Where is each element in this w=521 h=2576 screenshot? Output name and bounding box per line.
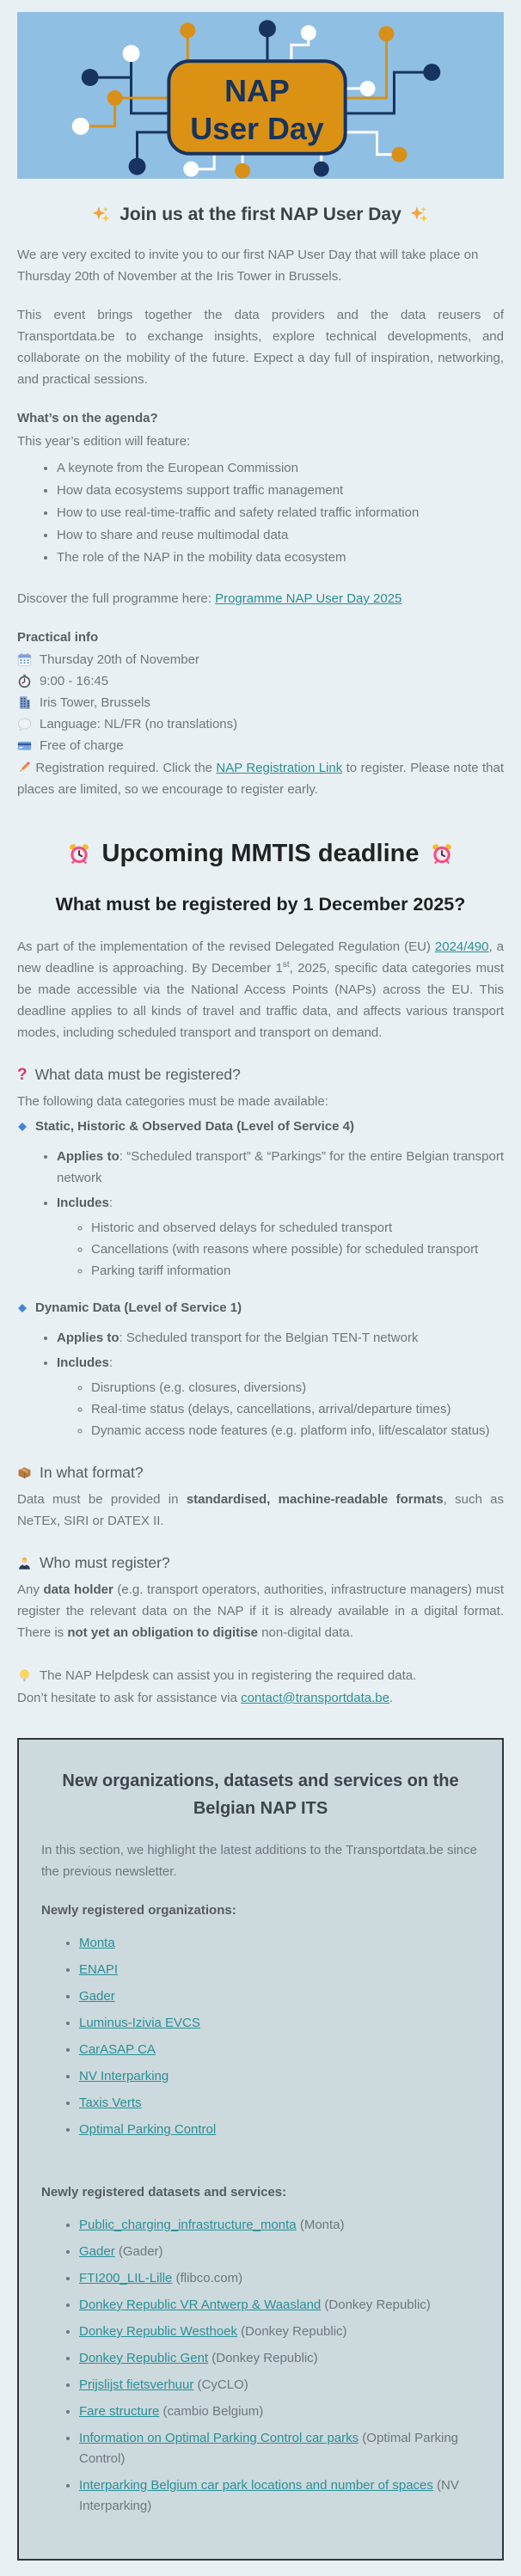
- org-item: [79, 2093, 480, 2114]
- who-post: non-digital data.: [258, 1625, 353, 1640]
- who-paragraph: [17, 1579, 504, 1643]
- who-heading: [17, 1554, 504, 1572]
- agenda-item: • The role of the NAP in the mobility data ecosystem: [57, 547, 504, 569]
- who-bold-2: not yet an obligation to digitise: [67, 1625, 259, 1640]
- regulation-link[interactable]: 2024/490: [434, 939, 489, 954]
- org-link[interactable]: Monta: [79, 1936, 115, 1950]
- registration-post: to register. Please note that places are limited, so we encourage to register early.: [17, 761, 504, 797]
- dataset-org: (Donkey Republic): [236, 2324, 347, 2339]
- orgs-list-title: Newly registered organizations:: [41, 1903, 236, 1918]
- includes-subitem: ◦ Historic and observed delays for scheduled transport: [91, 1217, 504, 1239]
- includes-label: Includes: [57, 1196, 109, 1210]
- office-building-icon: [17, 695, 32, 710]
- format-pre: Data must be provided in: [17, 1492, 187, 1507]
- dataset-item: [79, 2268, 480, 2289]
- calendar-icon: [17, 652, 32, 667]
- helpdesk-line-1: [17, 1666, 504, 1686]
- includes-label: Includes: [57, 1355, 109, 1370]
- helpdesk-note: [17, 1666, 504, 1709]
- agenda-question: What’s on the agenda?: [17, 411, 158, 425]
- org-link[interactable]: Taxis Verts: [79, 2096, 142, 2110]
- includes-subitem: ◦ Real-time status (delays, cancellations, arrival/departure times): [91, 1398, 504, 1420]
- dataset-link[interactable]: Gader: [79, 2244, 115, 2259]
- orgs-list: [41, 1933, 480, 2140]
- static-data-heading: [17, 1119, 504, 1134]
- agenda-item: • How data ecosystems support traffic management: [57, 480, 504, 502]
- practical-location: Iris Tower, Brussels: [40, 695, 150, 710]
- org-link[interactable]: CarASAP CA: [79, 2042, 156, 2057]
- dynamic-data-heading: [17, 1300, 504, 1315]
- org-item: [79, 1933, 480, 1954]
- speech-balloon-icon: [17, 717, 32, 731]
- nap-user-day-banner: [17, 12, 504, 179]
- dataset-link[interactable]: Fare structure: [79, 2404, 160, 2419]
- new-items-box: [17, 1738, 504, 2561]
- dataset-org: (CyCLO): [193, 2377, 248, 2392]
- mmtis-intro-mid: , a new deadline is approaching. By December 1: [17, 939, 504, 976]
- agenda-intro: This year’s edition will feature:: [17, 434, 191, 449]
- practical-language-line: [17, 714, 504, 735]
- practical-date: Thursday 20th of November: [40, 652, 199, 667]
- sparkles-icon: [410, 205, 429, 224]
- dataset-item: [79, 2428, 480, 2469]
- agenda-item: • How to share and reuse multimodal data: [57, 524, 504, 547]
- light-bulb-icon: [17, 1668, 32, 1683]
- includes-subitem: ◦ Disruptions (e.g. closures, diversions): [91, 1377, 504, 1398]
- includes-subitem: ◦ Parking tariff information: [91, 1260, 504, 1282]
- dataset-item: [79, 2242, 480, 2262]
- practical-time-line: [17, 671, 504, 692]
- helpdesk-line-2: [17, 1687, 504, 1709]
- what-data-heading: [17, 1066, 504, 1084]
- format-post: , such as NeTEx, SIRI or DATEX II.: [17, 1492, 504, 1528]
- what-data-heading-text: What data must be registered?: [34, 1066, 241, 1083]
- badge-title-line2: User Day: [190, 111, 324, 146]
- who-mid: (e.g. transport operators, authorities, infrastructure managers) must register the relevant data on the NAP if it is already available in a digital format. There is: [17, 1582, 505, 1640]
- practical-time: 9:00 - 16:45: [40, 674, 109, 688]
- includes-colon: :: [108, 1355, 113, 1370]
- contact-email-link[interactable]: contact@transportdata.be: [241, 1691, 389, 1705]
- package-icon: [17, 1465, 32, 1480]
- dataset-item: [79, 2348, 480, 2369]
- dataset-org: (cambio Belgium): [159, 2404, 264, 2419]
- static-data-list: [17, 1146, 504, 1282]
- org-link[interactable]: Optimal Parking Control: [79, 2122, 217, 2137]
- agenda-item: • How to use real-time-traffic and safety related traffic information: [57, 502, 504, 524]
- dataset-org: (Donkey Republic): [208, 2351, 318, 2365]
- dataset-link[interactable]: Prijslijst fietsverhuur: [79, 2377, 194, 2392]
- agenda-item: • A keynote from the European Commission: [57, 457, 504, 480]
- dataset-link[interactable]: Donkey Republic Gent: [79, 2351, 209, 2365]
- practical-price-line: [17, 736, 504, 756]
- programme-prefix: Discover the full programme here:: [17, 591, 216, 606]
- format-paragraph: [17, 1489, 504, 1532]
- org-item: [79, 2066, 480, 2087]
- includes-subitem: ◦ Dynamic access node features (e.g. platform info, lift/escalator status): [91, 1420, 504, 1441]
- dataset-link[interactable]: Public_charging_infrastructure_monta: [79, 2218, 297, 2232]
- sparkles-icon: [92, 205, 111, 224]
- dataset-org: (Monta): [296, 2218, 345, 2232]
- includes-item: [57, 1352, 504, 1441]
- helpdesk-text-2: Don’t hesitate to ask for assistance via: [17, 1691, 242, 1705]
- org-item: [79, 2120, 480, 2140]
- pencil-icon: [17, 760, 32, 774]
- dataset-org: (NV Interparking): [79, 2478, 459, 2513]
- who-bold-1: data holder: [43, 1582, 113, 1597]
- mmtis-title-text: Upcoming MMTIS deadline: [101, 840, 420, 867]
- agenda-list: [17, 457, 504, 569]
- org-link[interactable]: NV Interparking: [79, 2069, 169, 2083]
- programme-link[interactable]: Programme NAP User Day 2025: [215, 591, 402, 606]
- datasets-list-title: Newly registered datasets and services:: [41, 2185, 287, 2200]
- alarm-clock-icon: [68, 843, 90, 866]
- dataset-org: (Gader): [114, 2244, 163, 2259]
- dataset-item: [79, 2375, 480, 2395]
- alarm-clock-icon: [431, 843, 453, 866]
- mmtis-deadline-title: [17, 840, 504, 868]
- includes-sublist: [57, 1377, 504, 1441]
- small-blue-diamond-icon: [17, 1122, 28, 1132]
- includes-subitem: ◦ Cancellations (with reasons where possible) for scheduled transport: [91, 1239, 504, 1260]
- intro-paragraph-1: We are very excited to invite you to our first NAP User Day that will take place on Thursday 20th of November at the Iris Tower in Brussels.: [17, 248, 479, 284]
- new-items-title: New organizations, datasets and services on the Belgian NAP ITS: [62, 1771, 459, 1818]
- practical-info-title: Practical info: [17, 630, 99, 645]
- registration-pre: Registration required. Click the: [35, 761, 217, 775]
- practical-date-line: [17, 650, 504, 670]
- section-title-join-us: [17, 205, 504, 225]
- dynamic-data-title: Dynamic Data (Level of Service 1): [35, 1300, 242, 1315]
- dataset-org: (flibco.com): [172, 2271, 243, 2285]
- org-item: [79, 2040, 480, 2060]
- applies-to-text: : Scheduled transport for the Belgian TEN-T network: [119, 1331, 419, 1345]
- mmtis-intro-pre: As part of the implementation of the revised Delegated Regulation (EU): [17, 939, 435, 954]
- applies-to-text: : “Scheduled transport” & “Parkings” for the entire Belgian transport network: [57, 1149, 504, 1185]
- format-bold: standardised, machine-readable formats: [186, 1492, 444, 1507]
- applies-to-item: [57, 1327, 504, 1349]
- dataset-org: (Optimal Parking Control): [79, 2431, 459, 2466]
- dataset-item: [79, 2475, 480, 2517]
- credit-card-icon: [17, 738, 32, 753]
- join-title-text: Join us at the first NAP User Day: [120, 205, 401, 224]
- who-heading-text: Who must register?: [40, 1554, 170, 1571]
- dataset-link[interactable]: Donkey Republic Westhoek: [79, 2324, 237, 2339]
- includes-sublist: [57, 1217, 504, 1282]
- applies-to-label: Applies to: [57, 1331, 120, 1345]
- intro-paragraph-2: This event brings together the data providers and the data reusers of Transportdata.be to exchange insights, explore technical developments, and collaborate on the mobility of the future. Expect a day full of inspiration, networking, and practical sessions.: [17, 308, 504, 387]
- format-heading-text: In what format?: [40, 1464, 144, 1481]
- org-link[interactable]: ENAPI: [79, 1962, 119, 1977]
- small-blue-diamond-icon: [17, 1303, 28, 1313]
- org-item: [79, 1960, 480, 1980]
- mmtis-intro-paragraph: [17, 936, 504, 1043]
- org-link[interactable]: Gader: [79, 1989, 115, 2004]
- programme-line: [17, 588, 504, 609]
- categories-intro: The following data categories must be made available:: [17, 1094, 328, 1109]
- who-pre: Any: [17, 1582, 44, 1597]
- datasets-list: [41, 2215, 480, 2517]
- clock-icon: [17, 674, 32, 688]
- practical-location-line: [17, 693, 504, 713]
- question-mark-icon: ?: [17, 1066, 28, 1084]
- org-item: [79, 2013, 480, 2034]
- dataset-item: [79, 2215, 480, 2236]
- static-data-title: Static, Historic & Observed Data (Level of Service 4): [35, 1119, 354, 1134]
- new-items-intro: In this section, we highlight the latest additions to the Transportdata.be since the previous newsletter.: [41, 1843, 477, 1879]
- office-worker-icon: [17, 1556, 32, 1570]
- dataset-link[interactable]: FTI200_LIL-Lille: [79, 2271, 173, 2285]
- practical-language: Language: NL/FR (no translations): [40, 717, 238, 731]
- includes-item: [57, 1192, 504, 1282]
- dataset-item: [79, 2322, 480, 2342]
- mmtis-intro-post: , 2025, specific data categories must be made accessible via the National Access Points (NAPs) across the EU. This deadline applies to all kinds of travel and traffic data, and affects various transport modes, including scheduled transport and transport on demand.: [17, 961, 504, 1040]
- dataset-link[interactable]: Donkey Republic VR Antwerp & Waasland: [79, 2298, 322, 2312]
- includes-colon: :: [108, 1196, 113, 1210]
- dataset-org: (Donkey Republic): [321, 2298, 431, 2312]
- helpdesk-text-1: The NAP Helpdesk can assist you in registering the required data.: [40, 1668, 417, 1683]
- dataset-item: [79, 2295, 480, 2316]
- org-link[interactable]: Luminus-Izivia EVCS: [79, 2016, 200, 2030]
- helpdesk-text-3: .: [389, 1691, 394, 1705]
- practical-price: Free of charge: [40, 738, 124, 753]
- format-heading: [17, 1464, 504, 1482]
- dataset-link[interactable]: Information on Optimal Parking Control car parks: [79, 2431, 359, 2445]
- org-item: [79, 1986, 480, 2007]
- dynamic-data-list: [17, 1327, 504, 1441]
- mmtis-subtitle: What must be registered by 1 December 2025?: [55, 894, 466, 915]
- applies-to-label: Applies to: [57, 1149, 120, 1164]
- registration-line: [17, 757, 504, 800]
- badge-title-line1: NAP: [224, 73, 290, 108]
- ordinal-superscript: st: [282, 960, 290, 970]
- nap-user-day-badge: [169, 61, 345, 154]
- nap-registration-link[interactable]: NAP Registration Link: [216, 761, 343, 775]
- banner-graphic: [17, 12, 504, 179]
- dataset-link[interactable]: Interparking Belgium car park locations and number of spaces: [79, 2478, 433, 2493]
- applies-to-item: [57, 1146, 504, 1189]
